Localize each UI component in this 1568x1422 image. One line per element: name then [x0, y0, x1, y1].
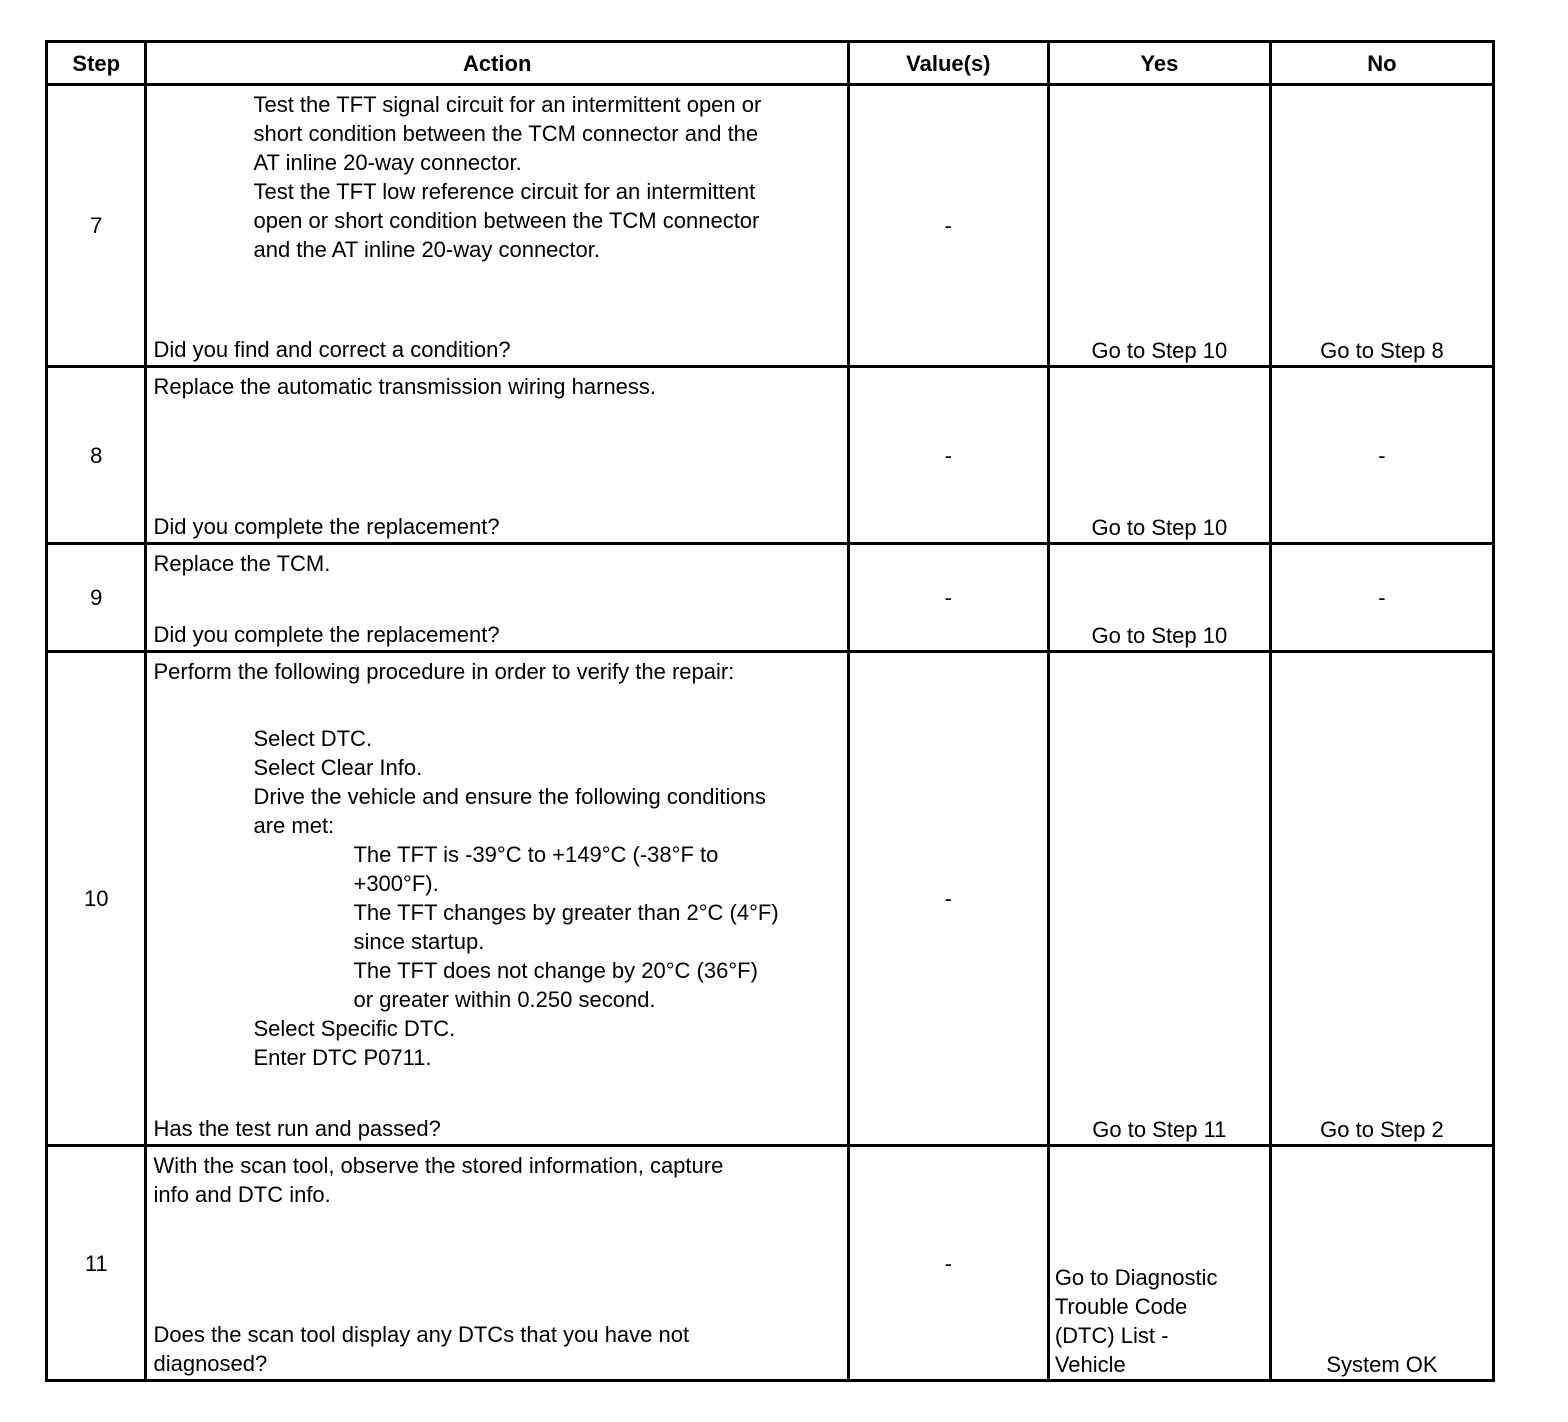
no-cell	[1270, 85, 1493, 367]
condition-item: The TFT is -39°C to +149°C (-38°F to	[353, 842, 719, 867]
condition-item: +300°F).	[353, 871, 439, 896]
yes-link[interactable]: Go to Step 10	[1091, 338, 1228, 363]
diagnostic-table	[45, 40, 1495, 1382]
condition-item: The TFT changes by greater than 2°C (4°F)	[353, 900, 779, 925]
action-line: open or short condition between the TCM connector	[253, 208, 760, 233]
no-cell: -	[1270, 367, 1493, 544]
procedure-step: Select Clear Info.	[253, 755, 423, 780]
yes-link[interactable]: Go to Step 11	[1092, 1117, 1227, 1142]
diagnostic-table-container	[45, 40, 1495, 1382]
procedure-list	[153, 1014, 840, 1072]
action-question: Has the test run and passed?	[153, 1116, 441, 1141]
yes-cell	[1048, 544, 1270, 652]
action-cell	[146, 544, 848, 652]
procedure-step: Select DTC.	[253, 726, 373, 751]
action-text	[153, 90, 840, 264]
table-row	[47, 85, 1494, 367]
action-line: short condition between the TCM connector and the	[253, 121, 759, 146]
yes-cell	[1048, 367, 1270, 544]
header-step: Step	[47, 42, 146, 85]
action-intro: Perform the following procedure in order to verify the repair:	[153, 659, 735, 684]
table-row	[47, 367, 1494, 544]
action-question: Did you find and correct a condition?	[153, 337, 511, 362]
value-cell: -	[848, 367, 1048, 544]
yes-link[interactable]	[1055, 1263, 1218, 1379]
yes-line: Go to Diagnostic	[1054, 1265, 1218, 1290]
step-number: 9	[47, 544, 146, 652]
no-result: System OK	[1326, 1352, 1438, 1377]
value-cell: -	[848, 652, 1048, 1146]
yes-link[interactable]: Go to Step 10	[1091, 623, 1228, 648]
yes-link[interactable]: Go to Step 10	[1091, 515, 1228, 540]
procedure-step: Enter DTC P0711.	[253, 1045, 432, 1070]
condition-item: or greater within 0.250 second.	[353, 987, 656, 1012]
yes-line: Vehicle	[1054, 1352, 1126, 1377]
table-row	[47, 1146, 1494, 1381]
no-cell	[1270, 1146, 1493, 1381]
action-cell	[146, 85, 848, 367]
action-text: Replace the automatic transmission wiring harness.	[153, 374, 657, 399]
step-number: 10	[47, 652, 146, 1146]
question-line: diagnosed?	[153, 1351, 268, 1376]
yes-cell	[1048, 652, 1270, 1146]
action-cell	[146, 652, 848, 1146]
action-question	[153, 1320, 689, 1378]
header-row	[47, 42, 1494, 85]
action-text: info and DTC info.	[153, 1182, 331, 1207]
table-row	[47, 544, 1494, 652]
step-number: 7	[47, 85, 146, 367]
action-question: Did you complete the replacement?	[153, 514, 500, 539]
procedure-step: Drive the vehicle and ensure the following conditions	[253, 784, 766, 809]
action-line: Test the TFT signal circuit for an intermittent open or	[253, 92, 762, 117]
yes-line: (DTC) List -	[1054, 1323, 1169, 1348]
yes-cell	[1048, 85, 1270, 367]
action-text: With the scan tool, observe the stored information, capture	[153, 1153, 724, 1178]
action-line: and the AT inline 20-way connector.	[253, 237, 600, 262]
step-number: 8	[47, 367, 146, 544]
question-line: Does the scan tool display any DTCs that you have not	[153, 1322, 690, 1347]
no-cell: -	[1270, 544, 1493, 652]
table-row	[47, 652, 1494, 1146]
action-text: Replace the TCM.	[153, 551, 331, 576]
no-cell	[1270, 652, 1493, 1146]
condition-item: since startup.	[353, 929, 485, 954]
no-link[interactable]: Go to Step 8	[1320, 338, 1444, 363]
no-link[interactable]: Go to Step 2	[1320, 1117, 1444, 1142]
header-yes: Yes	[1048, 42, 1270, 85]
action-cell	[146, 1146, 848, 1381]
header-no: No	[1270, 42, 1493, 85]
step-number: 11	[47, 1146, 146, 1381]
header-values: Value(s)	[848, 42, 1048, 85]
action-line: Test the TFT low reference circuit for an intermittent	[253, 179, 756, 204]
value-cell: -	[848, 85, 1048, 367]
condition-item: The TFT does not change by 20°C (36°F)	[353, 958, 758, 983]
yes-line: Trouble Code	[1054, 1294, 1188, 1319]
condition-list	[153, 840, 840, 1014]
procedure-step: Select Specific DTC.	[253, 1016, 456, 1041]
value-cell: -	[848, 1146, 1048, 1381]
procedure-step: are met:	[253, 813, 335, 838]
action-cell	[146, 367, 848, 544]
action-line: AT inline 20-way connector.	[253, 150, 522, 175]
value-cell: -	[848, 544, 1048, 652]
yes-cell	[1048, 1146, 1270, 1381]
procedure-list	[153, 724, 840, 840]
header-action: Action	[146, 42, 848, 85]
action-question: Did you complete the replacement?	[153, 622, 500, 647]
